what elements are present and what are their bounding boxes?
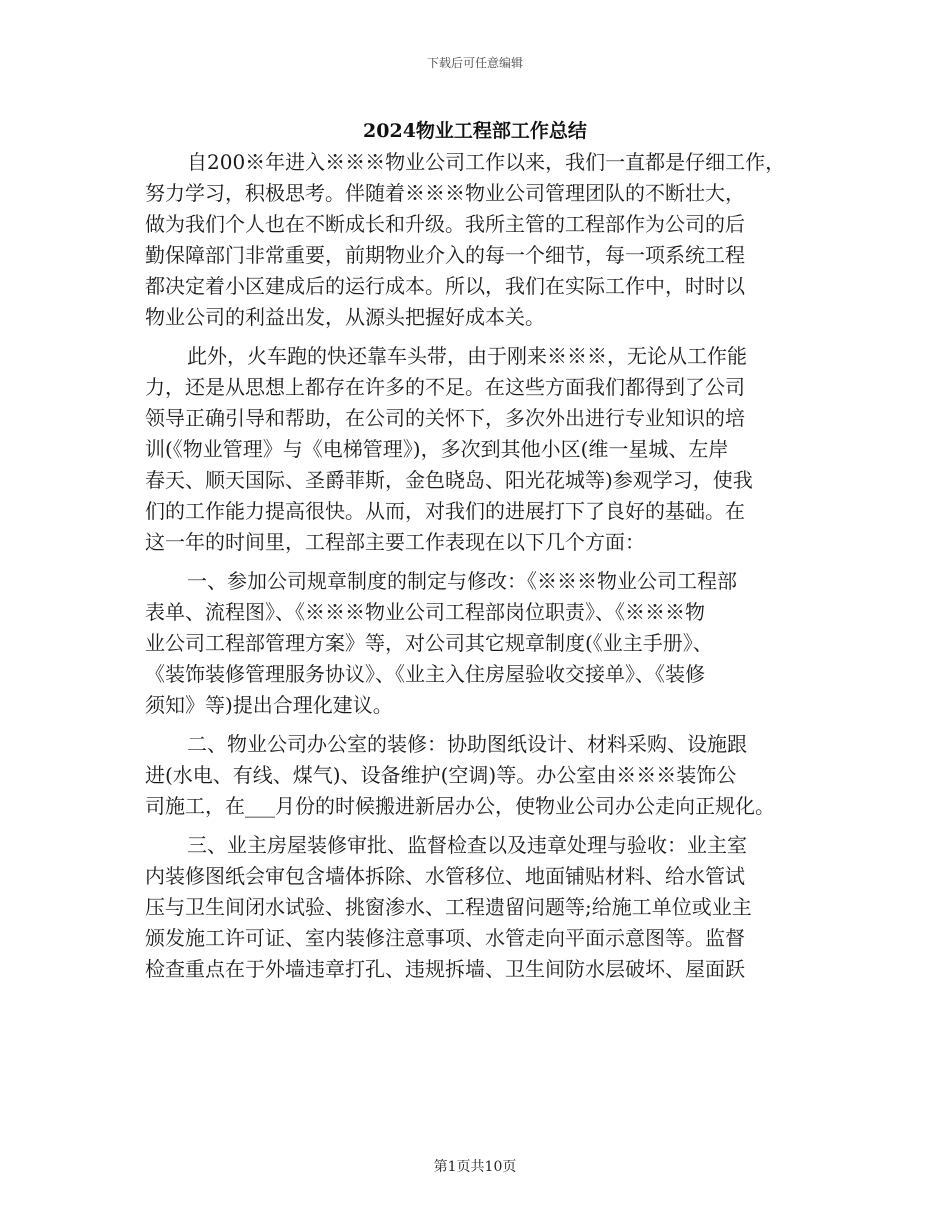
- paragraph-2-line-7: 这一年的时间里，工程部主要工作表现在以下几个方面：: [145, 530, 645, 554]
- paragraph-2-line-5: 春天、顺天国际、圣爵菲斯，金色晓岛、阳光花城等)参观学习，使我: [145, 468, 753, 492]
- paragraph-1-line-3: 做为我们个人也在不断成长和升级。我所主管的工程部作为公司的后: [145, 212, 745, 236]
- paragraph-1-line-1: 自200※年进入※※※物业公司工作以来，我们一直都是仔细工作，: [187, 150, 786, 174]
- paragraph-3-line-2: 表单、流程图》、《※※※物业公司工程部岗位职责》、《※※※物: [145, 600, 705, 624]
- document-body: [145, 147, 835, 985]
- paragraph-1-line-6: 物业公司的利益出发，从源头把握好成本关。: [145, 305, 545, 329]
- paragraph-2-line-1: 此外，火车跑的快还靠车头带，由于刚来※※※，无论从工作能: [187, 344, 747, 368]
- paragraph-2-line-3: 领导正确引导和帮助，在公司的关怀下，多次外出进行专业知识的培: [145, 406, 745, 430]
- paragraph-4-line-3: 司施工，在___月份的时候搬进新居办公，使物业公司办公走向正规化。: [145, 794, 775, 818]
- paragraph-3-line-5: 须知》等)提出合理化建议。: [145, 693, 393, 717]
- paragraph-5-line-1: 三、业主房屋装修审批、监督检查以及违章处理与验收：业主室: [187, 833, 747, 857]
- paragraph-2-line-4: 训(《物业管理》与《电梯管理》)，多次到其他小区(维一星城、左岸: [145, 437, 729, 461]
- paragraph-4-line-1: 二、物业公司办公室的装修：协助图纸设计、材料采购、设施跟: [187, 732, 747, 756]
- paragraph-1-line-4: 勤保障部门非常重要，前期物业介入的每一个细节，每一项系统工程: [145, 243, 745, 267]
- header-note: 下载后可任意编辑: [426, 56, 523, 70]
- paragraph-5-line-4: 颁发施工许可证、室内装修注意事项、水管走向平面示意图等。监督: [145, 926, 745, 950]
- paragraph-3-line-3: 业公司工程部管理方案》等，对公司其它规章制度(《业主手册》、: [145, 631, 713, 655]
- paragraph-4-line-2: 进(水电、有线、煤气)、设备维护(空调)等。办公室由※※※装饰公: [145, 763, 737, 787]
- paragraph-1-line-2: 努力学习，积极思考。伴随着※※※物业公司管理团队的不断壮大，: [145, 181, 745, 205]
- paragraph-5-line-5: 检查重点在于外墙违章打孔、违规拆墙、卫生间防水层破坏、屋面跃: [145, 957, 745, 981]
- paragraph-5-line-3: 压与卫生间闭水试验、挑窗渗水、工程遗留问题等;给施工单位或业主: [145, 895, 752, 919]
- paragraph-3-line-4: 《装饰装修管理服务协议》、《业主入住房屋验收交接单》、《装修: [145, 662, 705, 686]
- paragraph-2-line-2: 力，还是从思想上都存在许多的不足。在这些方面我们都得到了公司: [145, 375, 745, 399]
- paragraph-3-line-1: 一、参加公司规章制度的制定与修改：《※※※物业公司工程部: [187, 569, 737, 593]
- paragraph-1-line-5: 都决定着小区建成后的运行成本。所以，我们在实际工作中，时时以: [145, 274, 745, 298]
- paragraph-2-line-6: 们的工作能力提高很快。从而，对我们的进展打下了良好的基础。在: [145, 499, 745, 523]
- page-footer: 第1页共10页: [433, 1159, 517, 1175]
- paragraph-5-line-2: 内装修图纸会审包含墙体拆除、水管移位、地面铺贴材料、给水管试: [145, 864, 745, 888]
- document-title: 2024物业工程部工作总结: [363, 120, 587, 142]
